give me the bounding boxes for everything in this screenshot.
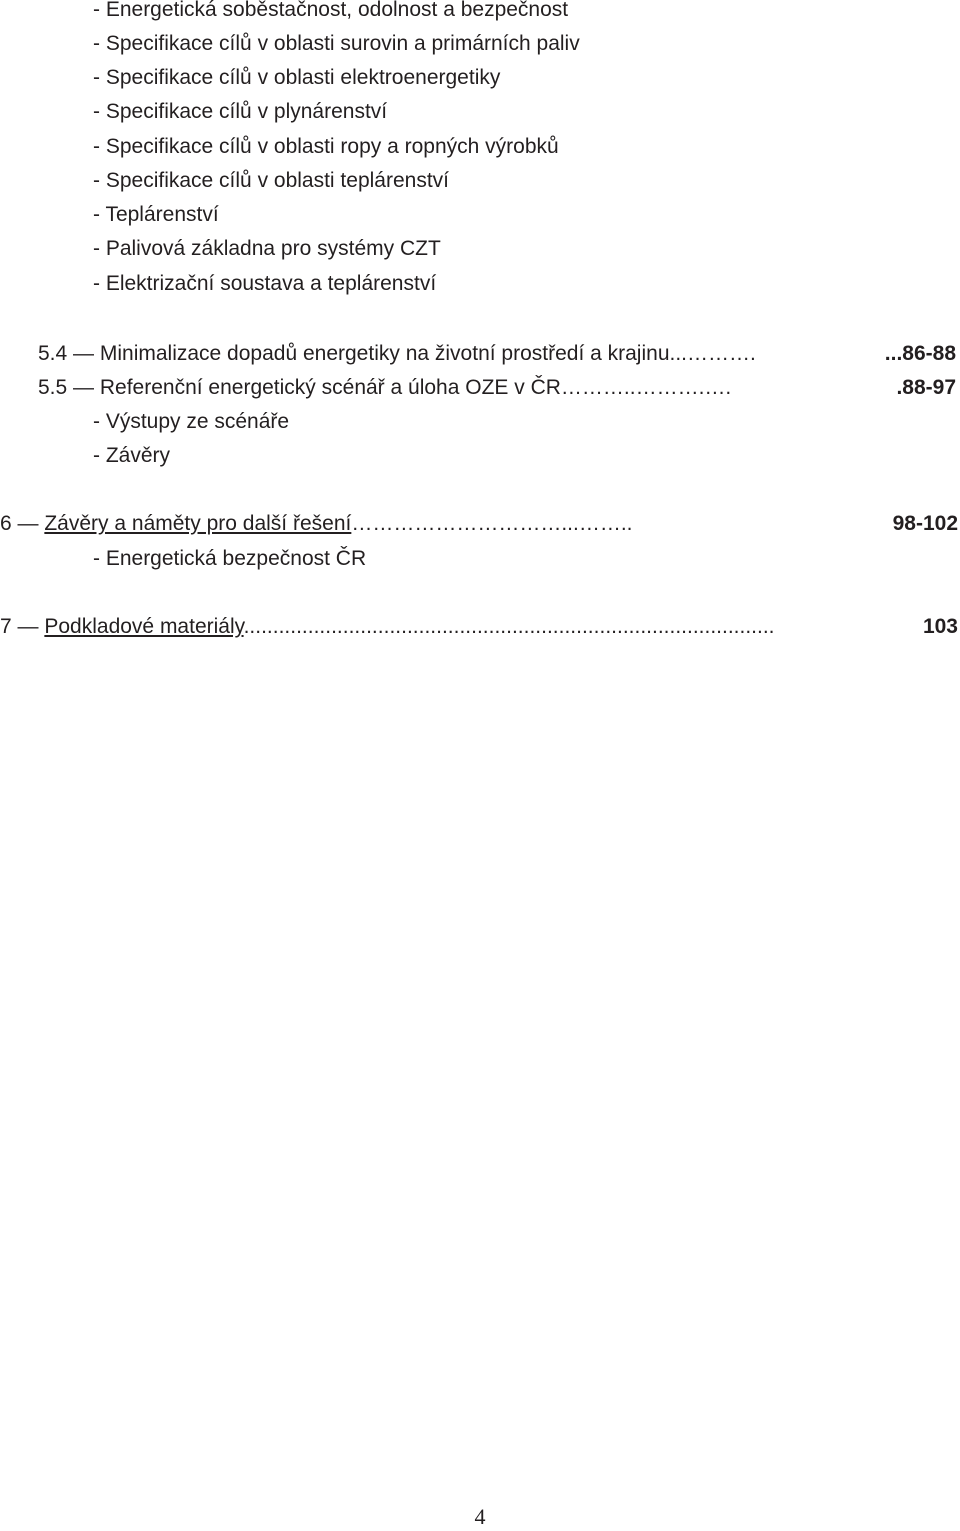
toc-subitem: - Elektrizační soustava a teplárenství <box>93 272 437 295</box>
toc-chapter-pages: 103 <box>922 615 958 638</box>
toc-chapter-number: 7 — <box>0 615 45 638</box>
toc-subitem: - Energetická soběstačnost, odolnost a bezpečnost <box>93 0 569 21</box>
toc-section-5-5[interactable] <box>38 374 956 402</box>
toc-subitem: - Energetická bezpečnost ČR <box>93 547 367 570</box>
toc-subitem: - Palivová základna pro systémy CZT <box>93 237 441 260</box>
toc-subitem: - Závěry <box>93 444 171 467</box>
toc-subitem: - Specifikace cílů v oblasti ropy a ropných výrobků <box>93 135 559 158</box>
toc-section-title: 5.5 — Referenční energetický scénář a úloha OZE v ČR………..……….…. <box>38 376 732 399</box>
toc-chapter-title[interactable]: Podkladové materiály <box>44 615 244 638</box>
toc-section-pages: ...86-88 <box>884 342 956 365</box>
toc-section-title: 5.4 — Minimalizace dopadů energetiky na životní prostředí a krajinu...………. <box>38 342 756 365</box>
toc-chapter-6[interactable] <box>0 510 958 538</box>
toc-section-pages: .88-97 <box>896 376 956 399</box>
toc-chapter-title[interactable]: Závěry a náměty pro další řešení <box>44 512 352 535</box>
toc-chapter-pages: 98-102 <box>892 512 958 535</box>
toc-subitem: - Výstupy ze scénáře <box>93 410 290 433</box>
toc-chapter-7[interactable] <box>0 613 958 641</box>
toc-subitem: - Specifikace cílů v plynárenství <box>93 100 388 123</box>
toc-chapter-number: 6 — <box>0 512 45 535</box>
toc-leader: ........................................................................................... <box>243 615 775 638</box>
toc-subitem: - Teplárenství <box>93 203 219 226</box>
toc-leader: …………………………...…….. <box>351 512 633 535</box>
toc-subitem: - Specifikace cílů v oblasti surovin a primárních paliv <box>93 32 580 55</box>
toc-subitem: - Specifikace cílů v oblasti elektroenergetiky <box>93 66 501 89</box>
page-number: 4 <box>474 1504 486 1529</box>
toc-section-5-4[interactable] <box>38 340 956 368</box>
toc-subitem: - Specifikace cílů v oblasti teplárenství <box>93 169 449 192</box>
